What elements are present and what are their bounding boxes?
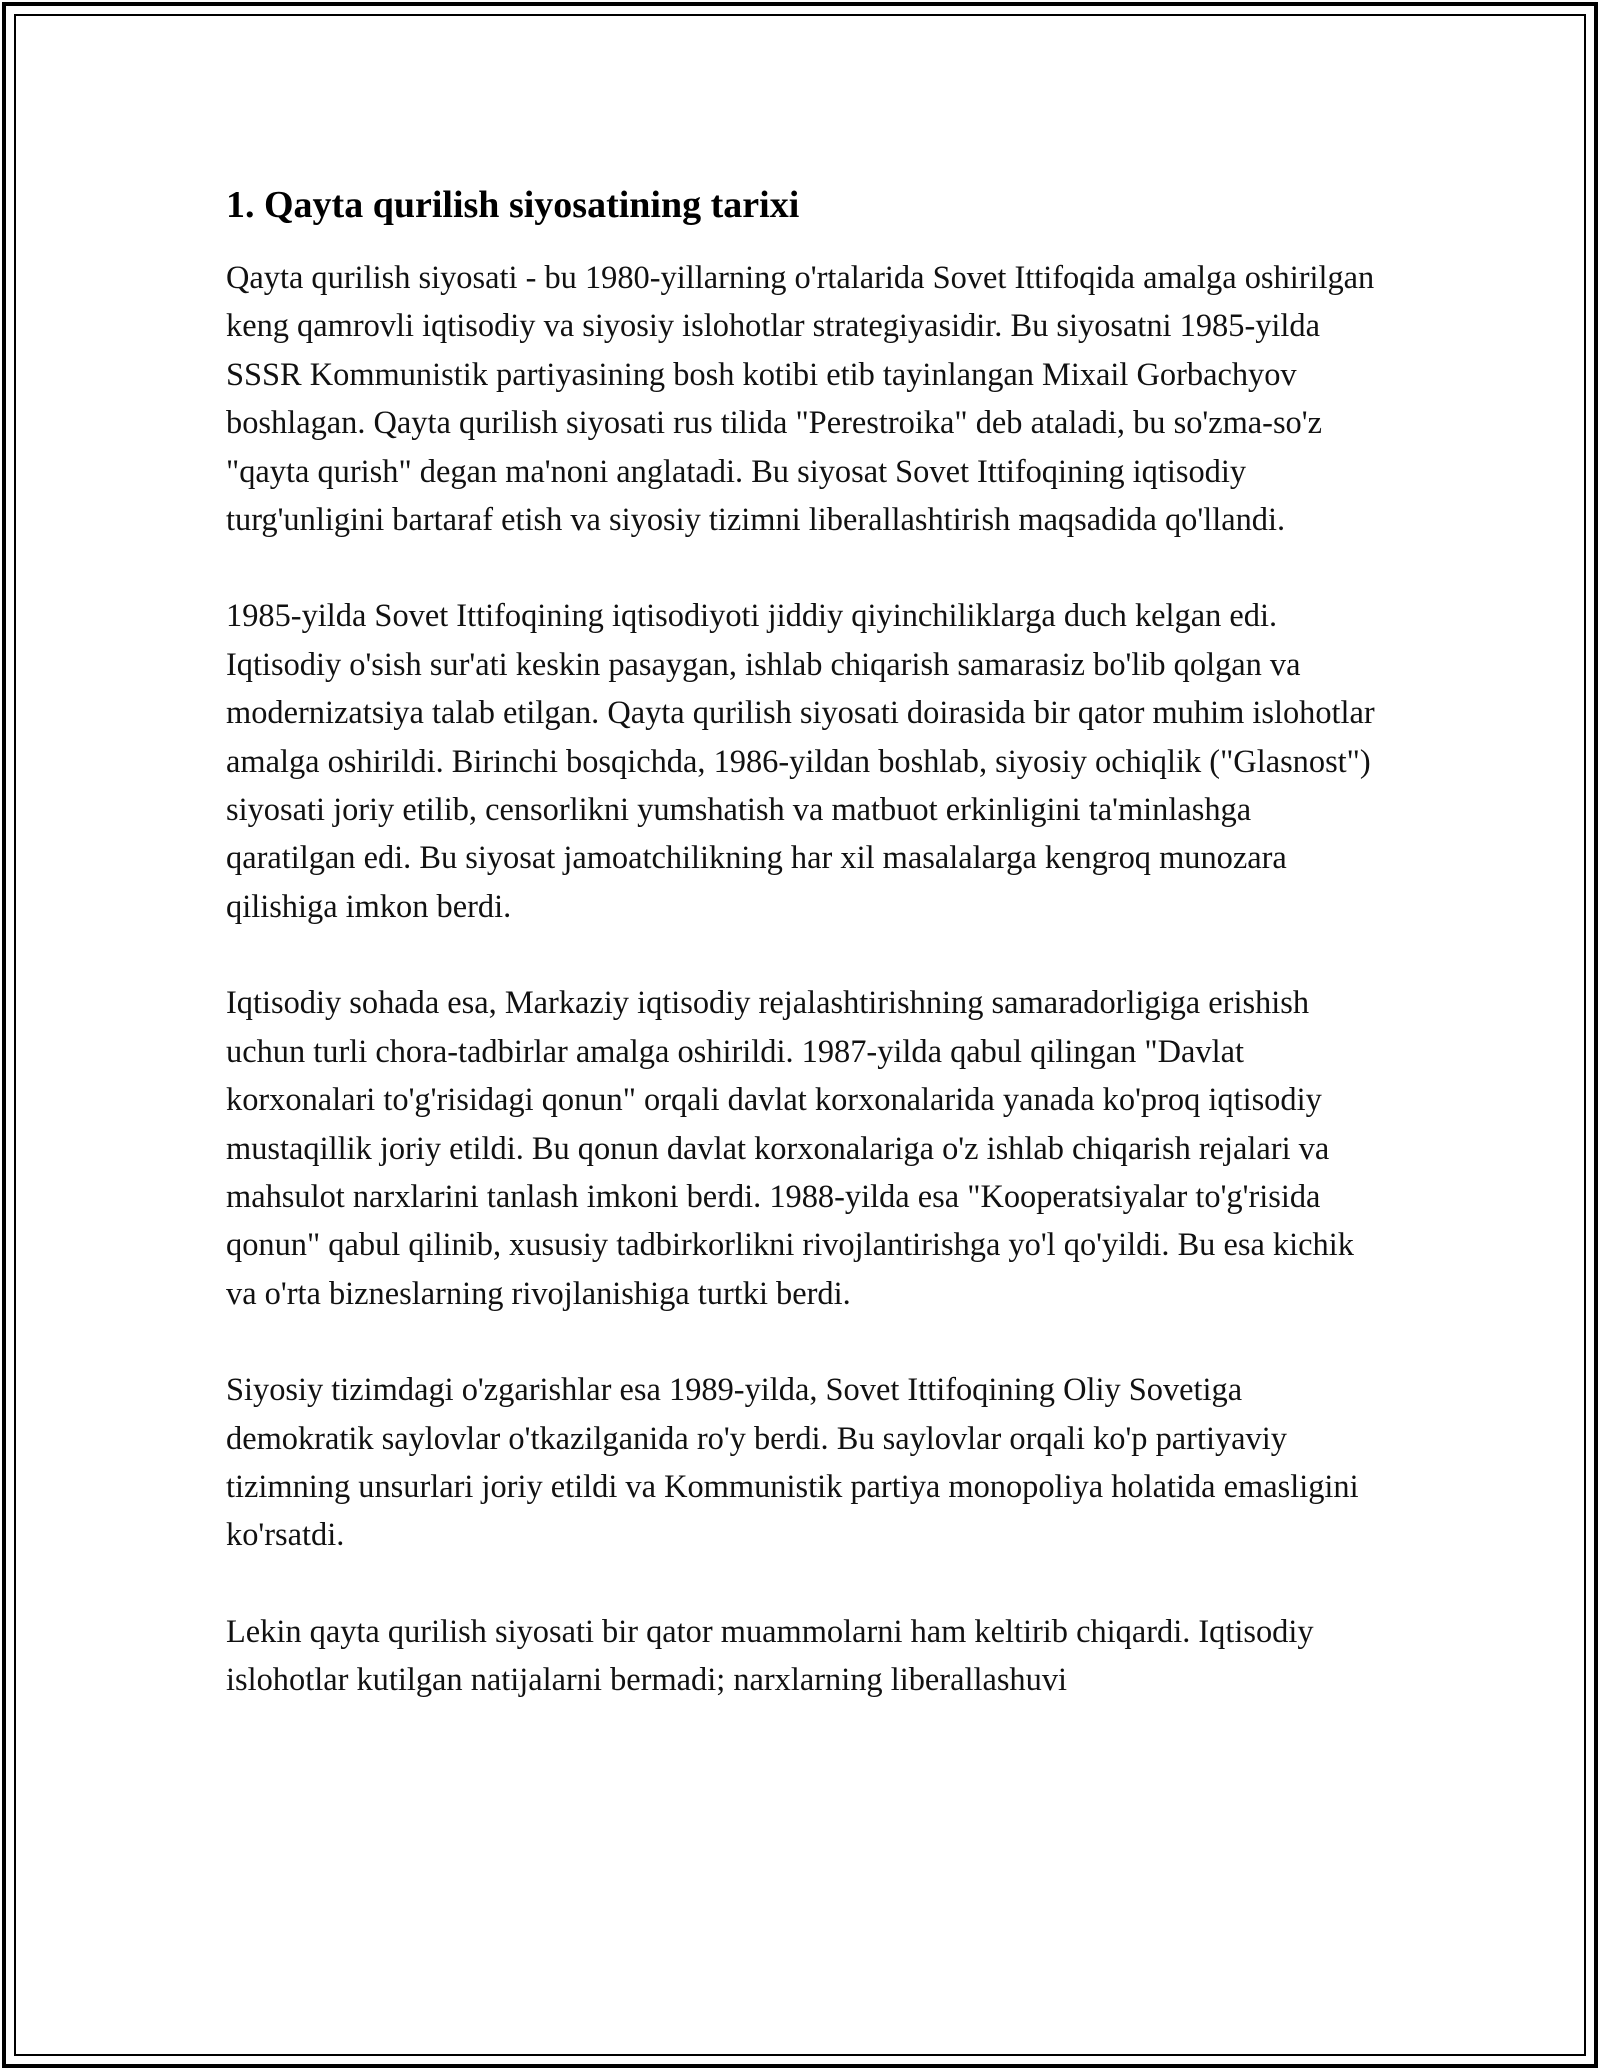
paragraph-3: Iqtisodiy sohada esa, Markaziy iqtisodiy rejalashtirishning samaradorligiga erishish uchun turli chora-tadbirlar amalga oshirildi. 1987-yilda qabul qilingan "Davlat korxonalari to'g'risidagi qonun" orqali davlat korxonalarida yanada ko'proq iqtisodiy mustaqillik joriy etildi. Bu qonun davlat korxonalariga o'z ishlab chiqarish rejalari va mahsulot narxlarini tanlash imkoni berdi. 1988-yilda esa "Kooperatsiyalar to'g'risida qonun" qabul qilinib, xususiy tadbirkorlikni rivojlantirishga yo'l qo'yildi. Bu esa kichik va o'rta bizneslarning rivojlanishiga turtki berdi.: [226, 985, 1354, 1312]
paragraph-1: Qayta qurilish siyosati - bu 1980-yillarning o'rtalarida Sovet Ittifoqida amalga oshirilgan keng qamrovli iqtisodiy va siyosiy islohotlar strategiyasidir. Bu siyosatni 1985-yilda SSSR Kommunistik partiyasining bosh kotibi etib tayinlangan Mixail Gorbachyov boshlagan. Qayta qurilish siyosati rus tilida "Perestroika" deb ataladi, bu so'zma-so'z "qayta qurish" degan ma'noni anglatadi. Bu siyosat Sovet Ittifoqining iqtisodiy turg'unligini bartaraf etish va siyosiy tizimni liberallashtirish maqsadida qo'llandi.: [226, 260, 1375, 539]
paragraph-5: Lekin qayta qurilish siyosati bir qator muammolarni ham keltirib chiqardi. Iqtisodiy islohotlar kutilgan natijalarni bermadi; narxlarning liberallashuvi: [226, 1613, 1314, 1699]
document-body: [226, 182, 1376, 1753]
paragraph-2: 1985-yilda Sovet Ittifoqining iqtisodiyoti jiddiy qiyinchiliklarga duch kelgan edi. Iqtisodiy o'sish sur'ati keskin pasaygan, ishlab chiqarish samarasiz bo'lib qolgan va modernizatsiya talab etilgan. Qayta qurilish siyosati doirasida bir qator muhim islohotlar amalga oshirildi. Birinchi bosqichda, 1986-yildan boshlab, siyosiy ochiqlik ("Glasnost") siyosati joriy etilib, censorlikni yumshatish va matbuot erkinligini ta'minlashga qaratilgan edi. Bu siyosat jamoatchilikning har xil masalalarga kengroq munozara qilishiga imkon berdi.: [226, 598, 1375, 925]
paragraph-4: Siyosiy tizimdagi o'zgarishlar esa 1989-yilda, Sovet Ittifoqining Oliy Sovetiga demokratik saylovlar o'tkazilganida ro'y berdi. Bu saylovlar orqali ko'p partiyaviy tizimning unsurlari joriy etildi va Kommunistik partiya monopoliya holatida emasligini ko'rsatdi.: [226, 1372, 1359, 1554]
section-heading: 1. Qayta qurilish siyosatining tarixi: [226, 184, 800, 226]
